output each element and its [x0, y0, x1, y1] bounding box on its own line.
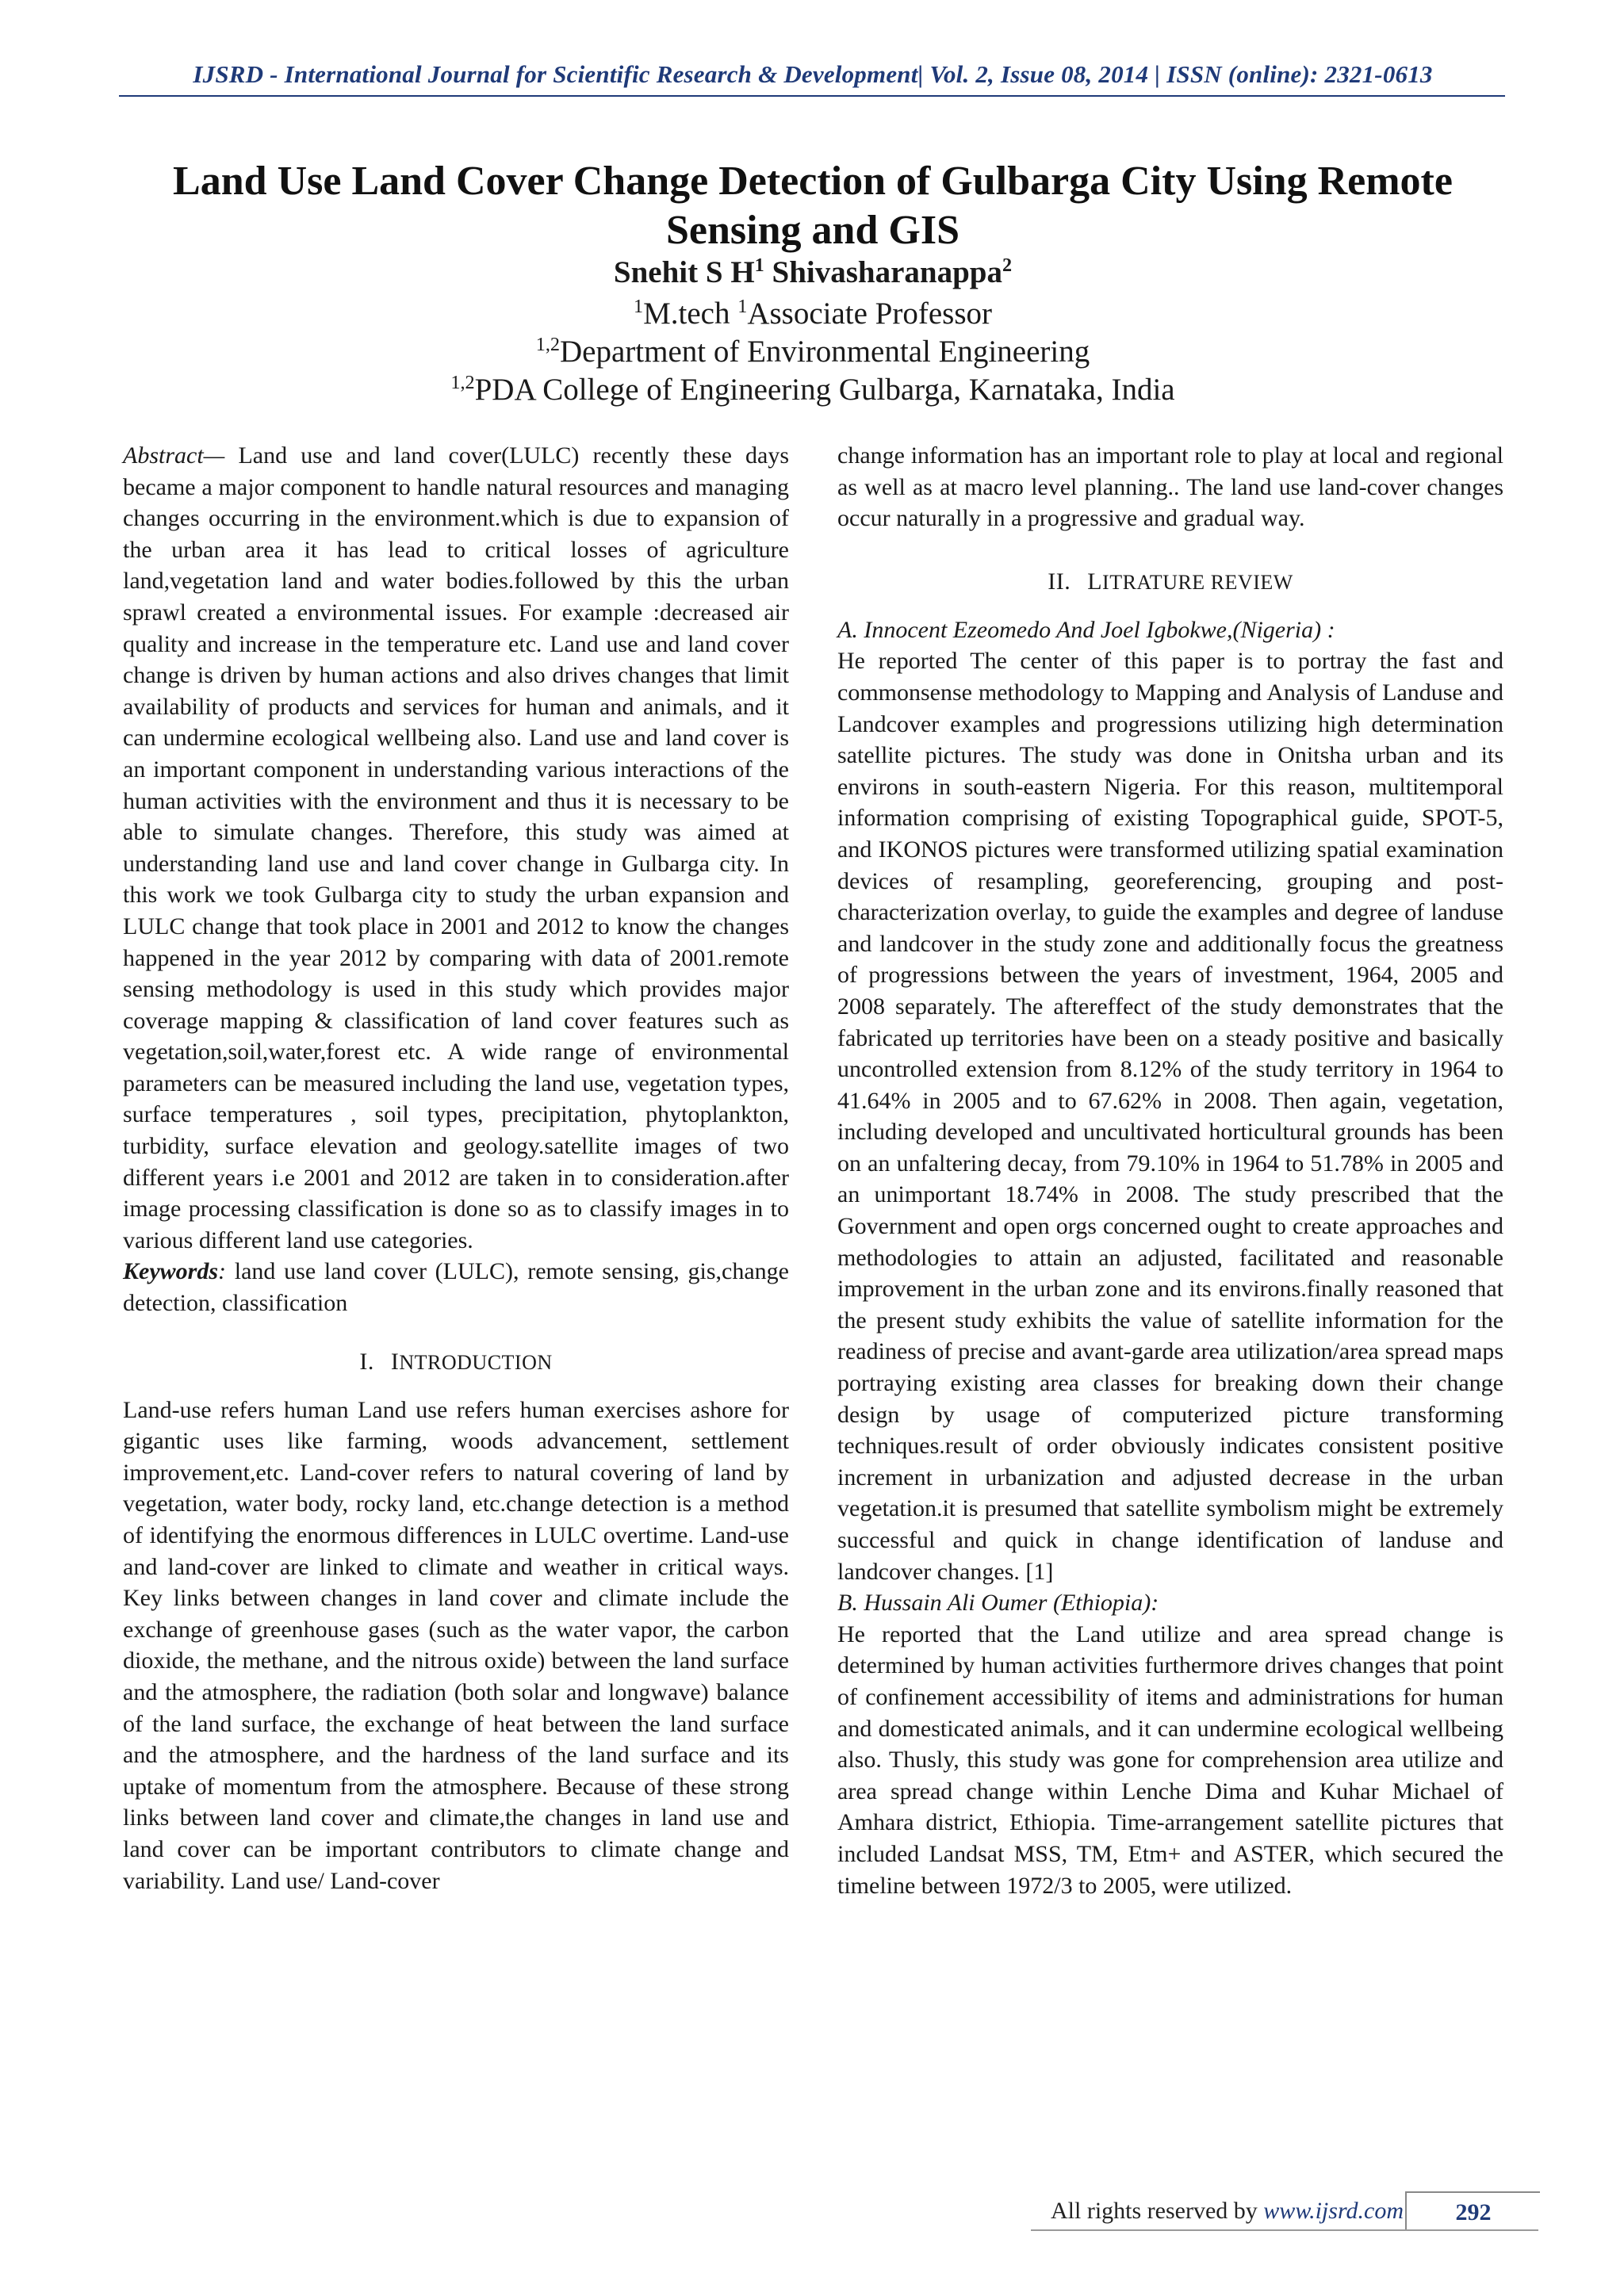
- intro-first-letter: I: [390, 1348, 400, 1375]
- footer-rights: [1031, 2198, 1404, 2225]
- section-introduction-heading: [123, 1346, 789, 1379]
- intro-rest: NTRODUCTION: [399, 1350, 553, 1374]
- subsection-b-heading: B. Hussain Ali Oumer (Ethiopia):: [837, 1590, 1159, 1617]
- role-1: M.tech: [643, 297, 738, 331]
- section-literature-heading: [837, 566, 1503, 599]
- college-sup: 1,2: [450, 372, 475, 393]
- department-sup: 1,2: [535, 334, 560, 355]
- author-roles: [103, 295, 1522, 333]
- role-2-sup: 1: [737, 296, 748, 317]
- role-2: Associate Professor: [747, 297, 992, 331]
- left-column: [123, 440, 789, 1896]
- page-number: 292: [1405, 2191, 1540, 2231]
- keywords: [123, 1256, 789, 1318]
- department: [103, 333, 1522, 371]
- abstract: [123, 440, 789, 1256]
- author-1-sup: 1: [754, 254, 764, 276]
- lit-rest: ITRATURE REVIEW: [1102, 570, 1293, 594]
- lit-first-letter: L: [1087, 568, 1103, 595]
- author-1: Snehit S H: [613, 255, 755, 289]
- lit-number: II.: [1048, 568, 1071, 595]
- header-rule: [119, 95, 1505, 97]
- subsection-a-text: He reported The center of this paper is to portray the fast and commonsense methodology to Mapping and Analysis of Landuse and Landcover examples and progressions utilizing high determination satellite pictures. The study was done in Onitsha urban and its environs in south-eastern Nigeria. For this reason, multitemporal information comprising of existing Topographical guide, SPOT-5, and IKONOS pictures were transformed utilizing spatial examination devices of resampling, georeferencing, grouping and post-characterization overlay, to guide the examples and degree of landuse and landcover in the study zone and additionally focus the greatness of progressions between the years of investment, 1964, 2005 and 2008 separately. The aftereffect of the study demonstrates that the fabricated up territories have been on a steady positive and basically uncontrolled extension from 8.12% of the study territory in 1964 to 41.64% in 2005 and to 67.62% in 2008. Then again, vegetation, including developed and uncultivated horticultural grounds has been on an unfaltering decay, from 79.10% in 1964 to 51.78% in 2005 and an unimportant 18.74% in 2008. The study prescribed that the Government and open orgs concerned ought to create approaches and methodologies to attain an adjusted, facilitated and reasonable improvement in the urban zone and its environs.finally reasoned that the present study exhibits the value of satellite information for the readiness of precise and avant-garde area utilization/area spread maps portraying existing area classes for breaking down their change design by usage of computerized picture transforming techniques.result of order obviously indicates consistent positive increment in urbanization and adjusted decrease in the urban vegetation.it is presumed that satellite symbolism might be extremely successful and quick in change identification of landuse and landcover changes. [1]: [837, 648, 1503, 1585]
- keywords-text: land use land cover (LULC), remote sensing, gis,change detection, classification: [123, 1258, 789, 1317]
- author-2: Shivasharanappa: [772, 255, 1002, 289]
- keywords-label: Keywords: [123, 1258, 218, 1285]
- subsection-b-text: He reported that the Land utilize and area spread change is determined by human activities furthermore drives changes that point of confinement accessibility of items and administrations for human and domesticated animals, and it can undermine ecological wellbeing also. Thusly, this study was gone for comprehension area utilize and area spread change within Lenche Dima and Kuhar Michael of Amhara district, Ethiopia. Time-arrangement satellite pictures that included Landsat MSS, TM, Etm+ and ASTER, which secured the timeline between 1972/3 to 2005, were utilized.: [837, 1621, 1503, 1899]
- author-2-sup: 2: [1002, 254, 1013, 276]
- subsection-a-heading: A. Innocent Ezeomedo And Joel Igbokwe,(Nigeria) :: [837, 616, 1335, 643]
- abstract-text: Land use and land cover(LULC) recently these days became a major component to handle natural resources and managing changes occurring in the environment.which is due to expansion of the urban area it has lead to critical losses of agriculture land,vegetation land and water bodies.followed by this the urban sprawl created a environmental issues. For example :decreased air quality and increase in the temperature etc. Land use and land cover change is driven by human actions and also drives changes that limit availability of products and services for human and animals, and it can undermine ecological wellbeing also. Land use and land cover is an important component in understanding various interactions of the human activities with the environment and thus it is necessary to be able to simulate changes. Therefore, this study was aimed at understanding land use and land cover change in Gulbarga city. In this work we took Gulbarga city to study the urban expansion and LULC change that took place in 2001 and 2012 to know the changes happened in the year 2012 by comparing with data of 2001.remote sensing methodology is used in this study which provides major coverage mapping & classification of land cover features such as vegetation,soil,water,forest etc. A wide range of environmental parameters can be measured including the land use, vegetation types, surface temperatures , soil types, precipitation, phytoplankton, turbidity, surface elevation and geology.satellite images of two different years i.e 2001 and 2012 are taken in to consideration.after image processing classification is done so as to classify images in to various different land use categories.: [123, 442, 789, 1253]
- site-link[interactable]: www.ijsrd.com: [1263, 2198, 1404, 2224]
- abstract-label: Abstract—: [123, 442, 225, 469]
- college-name: PDA College of Engineering Gulbarga, Karnataka, India: [474, 373, 1175, 407]
- title-line-1: Land Use Land Cover Change Detection of Gulbarga City Using Remote: [173, 159, 1453, 204]
- intro-continued: change information has an important role to play at local and regional as well as at macro level planning.. The land use land-cover changes occur naturally in a progressive and gradual way.: [837, 442, 1503, 532]
- paper-title: [103, 157, 1522, 255]
- intro-text: Land-use refers human Land use refers human exercises ashore for gigantic uses like farming, woods advancement, settlement improvement,etc. Land-cover refers to natural covering of land by vegetation, water body, rocky land, etc.change detection is a method of identifying the enormous differences in LULC overtime. Land-use and land-cover are linked to climate and weather in critical ways. Key links between changes in land cover and climate include the exchange of greenhouse gases (such as the water vapor, the carbon dioxide, the methane, and the nitrous oxide) between the land surface and the atmosphere, the radiation (both solar and longwave) balance of the land surface, the exchange of heat between the land surface and the atmosphere, and the hardness of the land surface and its uptake of momentum from the atmosphere. Because of these strong links between land cover and climate,the changes in land use and land cover can be important contributors to climate change and variability. Land use/ Land-cover: [123, 1396, 789, 1894]
- keywords-colon: :: [218, 1258, 226, 1285]
- footer-rule: [1031, 2229, 1538, 2231]
- authors: [103, 254, 1522, 292]
- college: [103, 371, 1522, 409]
- role-1-sup: 1: [633, 296, 644, 317]
- right-column: [837, 440, 1503, 1901]
- title-line-2: Sensing and GIS: [666, 208, 959, 253]
- department-name: Department of Environmental Engineering: [560, 335, 1090, 369]
- journal-header: IJSRD - International Journal for Scientific Research & Development| Vol. 2, Issue 08, 2014 | ISSN (online): 2321-0613: [193, 60, 1433, 88]
- rights-text: All rights reserved by: [1051, 2198, 1264, 2224]
- intro-number: I.: [359, 1348, 374, 1375]
